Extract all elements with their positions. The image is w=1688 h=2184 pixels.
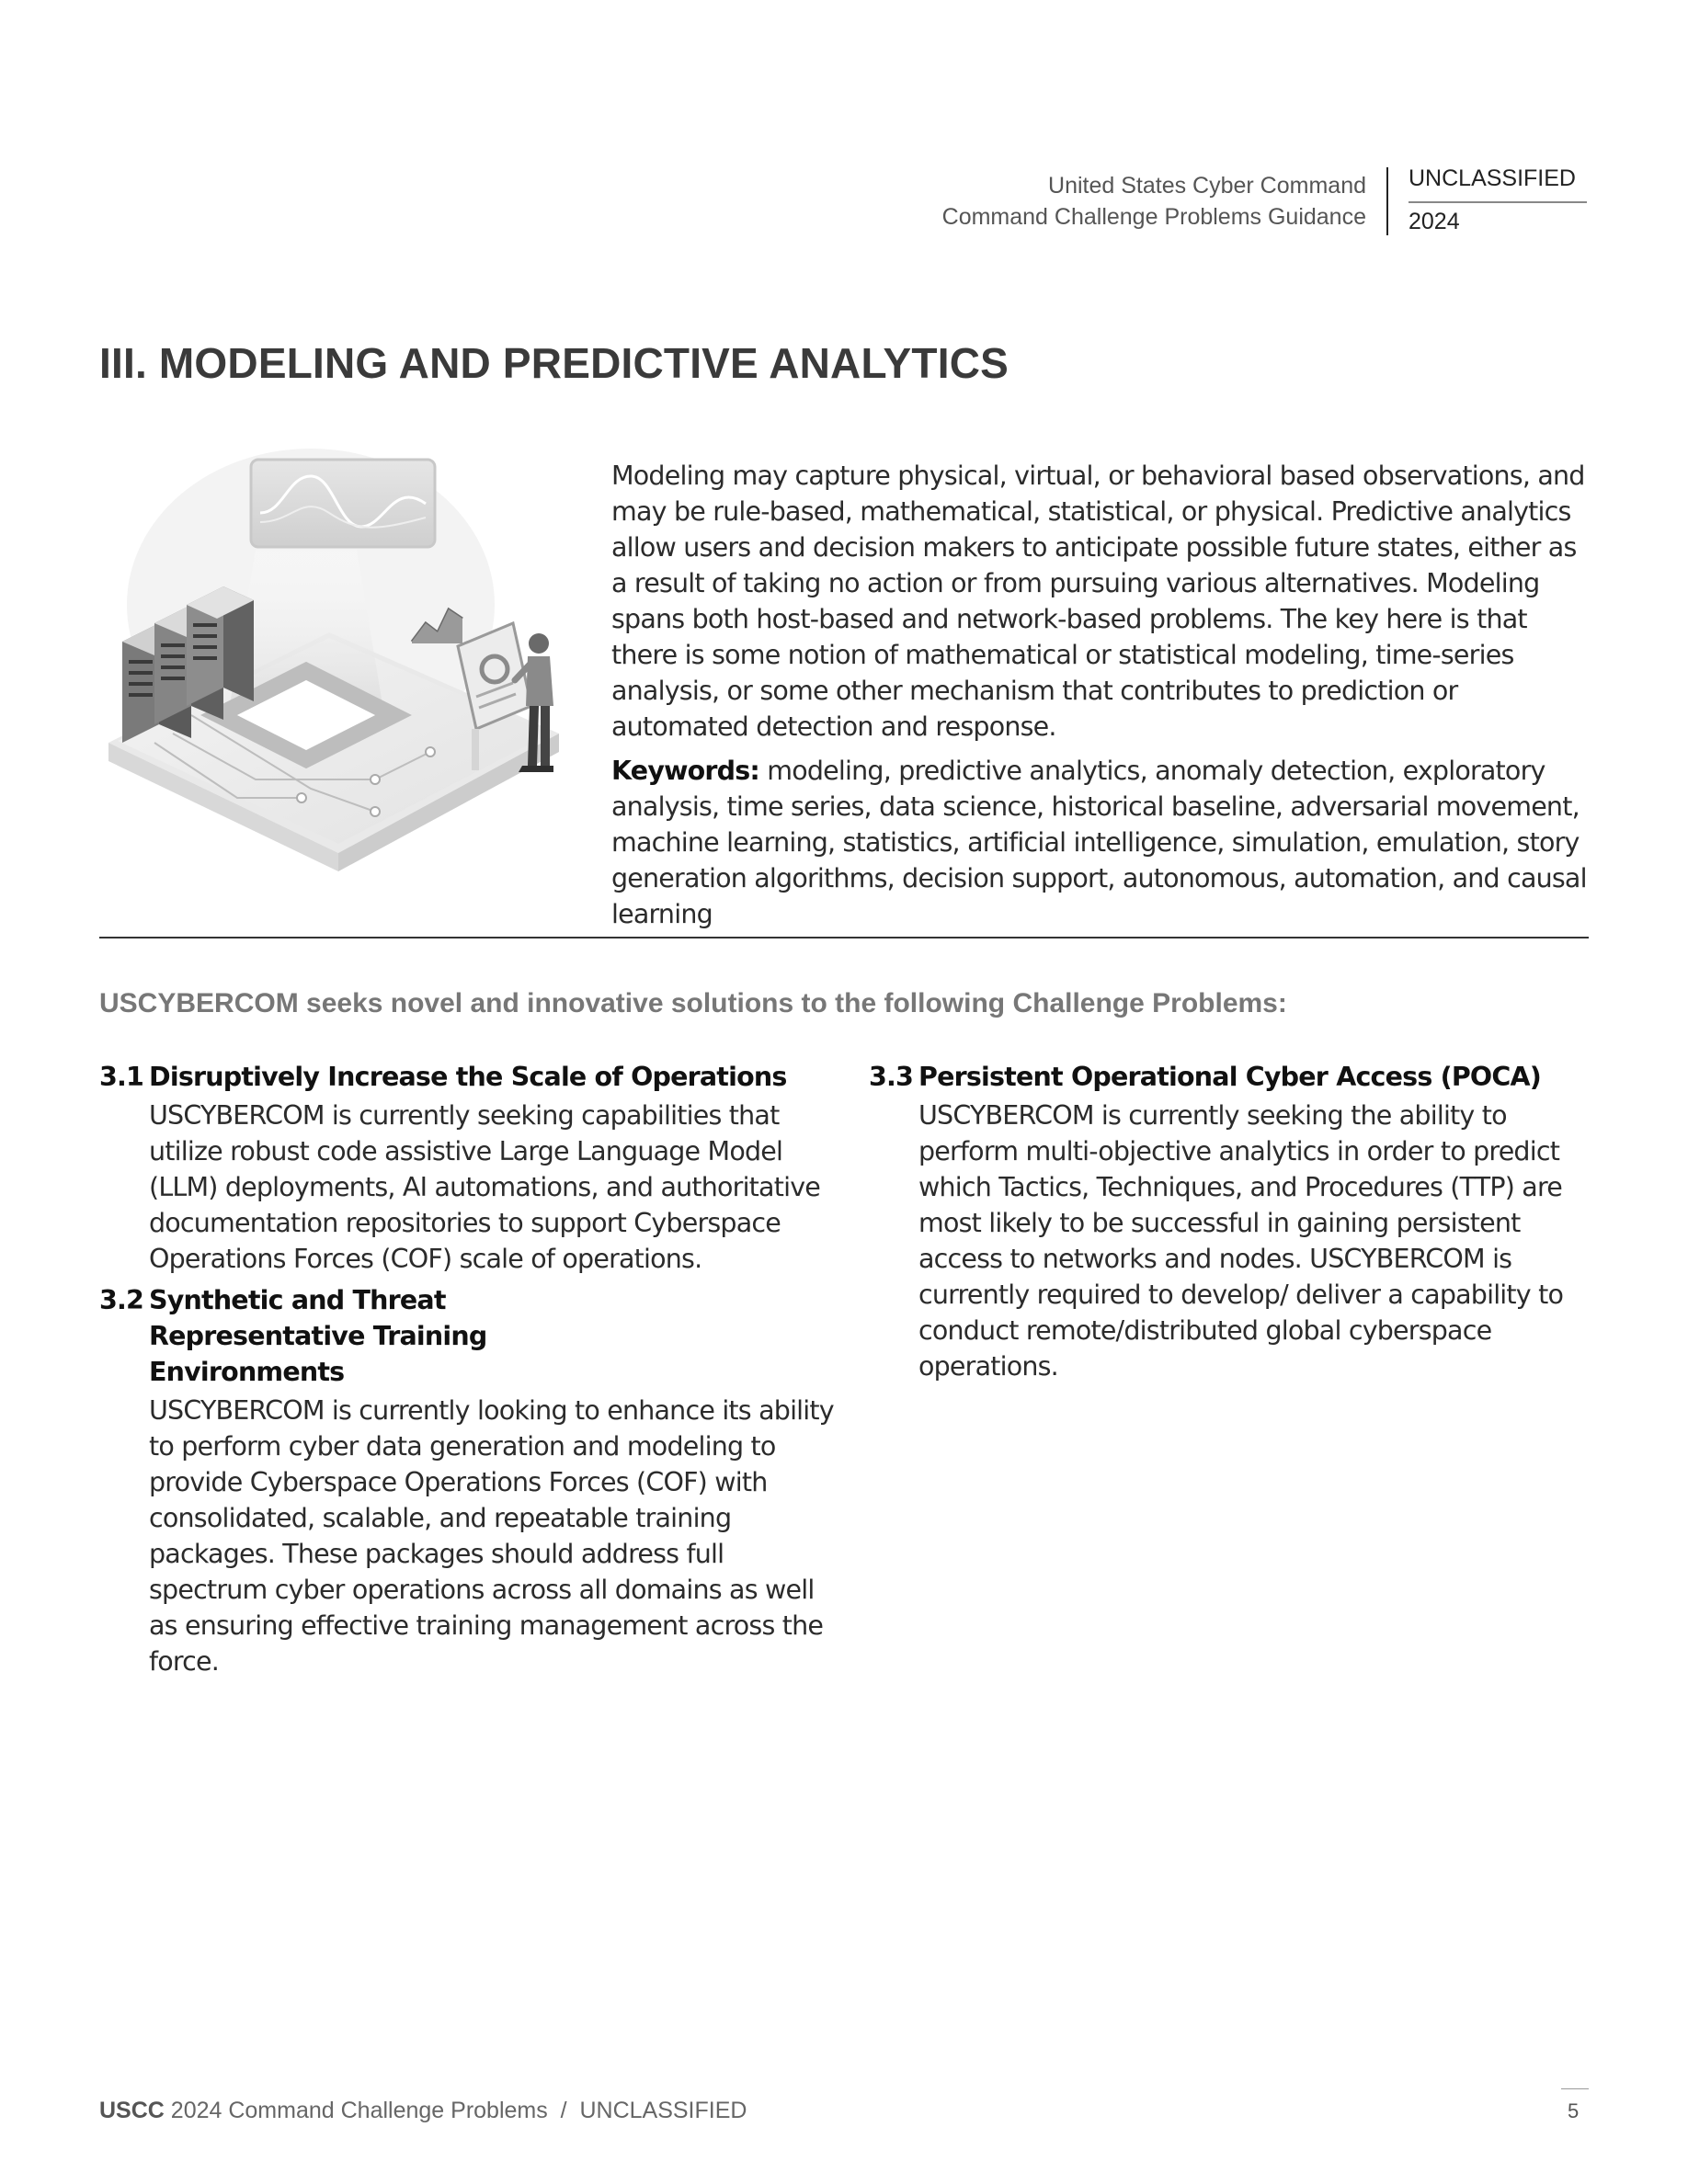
intro-paragraph: Modeling may capture physical, virtual, or behavioral based observations, and may be rule-based, mathematical, statistical, or physical. Predictive analytics allow users and decision makers to anticipate possible future states, either as a result of taking no action or from pursuing various alternatives. Modeling spans both host-based and network-based problems. The key here is that there is some notion of mathematical or statistical modeling, time-series analysis, or some other mechanism that contributes to prediction or automated detection and response. xyxy=(611,461,1585,742)
problem-title: Persistent Operational Cyber Access (POCA) xyxy=(918,1062,1541,1092)
problem-title: Disruptively Increase the Scale of Operations xyxy=(149,1062,787,1092)
classification-label: UNCLASSIFIED xyxy=(1409,165,1576,191)
page-footer xyxy=(99,2098,747,2124)
problem-number: 3.2 xyxy=(99,1285,144,1315)
section-divider xyxy=(99,937,1589,938)
section-intro xyxy=(611,458,1595,940)
problem-description: USCYBERCOM is currently seeking the ability to perform multi-objective analytics in order to predict which Tactics, Techniques, and Procedures (TTP) are most likely to be successful in gaining persistent access to networks and nodes. USCYBERCOM is currently required to develop/ deliver a capability to conduct remote/distributed global cyberspace operations. xyxy=(918,1100,1564,1382)
keywords-paragraph xyxy=(611,753,1595,932)
footer-brand: USCC xyxy=(99,2098,165,2123)
footer-text: 2024 Command Challenge Problems / UNCLASSIFIED xyxy=(164,2098,747,2123)
keywords-list: modeling, predictive analytics, anomaly detection, exploratory analysis, time series, data science, historical baseline, adversarial movement, machine learning, statistics, artificial intelligence, simulation, emulation, story generation algorithms, decision support, autonomous, automation, and causal learning xyxy=(611,756,1587,929)
problem-number: 3.1 xyxy=(99,1062,144,1092)
document-year: 2024 xyxy=(1409,209,1460,234)
problems-right-column xyxy=(869,1059,1604,1390)
problem-heading xyxy=(99,1282,835,1390)
problem-item xyxy=(869,1059,1604,1384)
problem-heading xyxy=(869,1059,1604,1095)
problem-number: 3.3 xyxy=(869,1062,914,1092)
problem-item xyxy=(99,1059,835,1277)
keywords-label: Keywords: xyxy=(611,756,760,786)
data-center-analytics-illustration xyxy=(99,439,577,890)
challenge-problems-heading: USCYBERCOM seeks novel and innovative solutions to the following Challenge Problems: xyxy=(99,988,1287,1018)
problem-heading xyxy=(99,1059,835,1095)
problems-left-column xyxy=(99,1059,835,1685)
problem-title: Synthetic and Threat Representative Training Environments xyxy=(149,1285,487,1387)
section-title: III. MODELING AND PREDICTIVE ANALYTICS xyxy=(99,339,1009,387)
page-number: 5 xyxy=(1568,2099,1580,2122)
document-subtitle: Command Challenge Problems Guidance xyxy=(941,204,1366,230)
problem-description: USCYBERCOM is currently seeking capabilities that utilize robust code assistive Large Language Model (LLM) deployments, AI automations, and authoritative documentation repositories to support Cyberspace Operations Forces (COF) scale of operations. xyxy=(149,1100,821,1274)
problem-description: USCYBERCOM is currently looking to enhance its ability to perform cyber data generation and modeling to provide Cyberspace Operations Forces (COF) with consolidated, scalable, and repeatable training packages. These packages should address full spectrum cyber operations across all domains as well as ensuring effective training management across the force. xyxy=(149,1395,834,1677)
header-rule xyxy=(1409,201,1587,203)
problem-item xyxy=(99,1282,835,1679)
footer-rule xyxy=(1561,2088,1589,2089)
document-org-header xyxy=(942,170,1366,233)
org-name: United States Cyber Command xyxy=(1048,173,1366,199)
header-divider xyxy=(1386,167,1388,235)
